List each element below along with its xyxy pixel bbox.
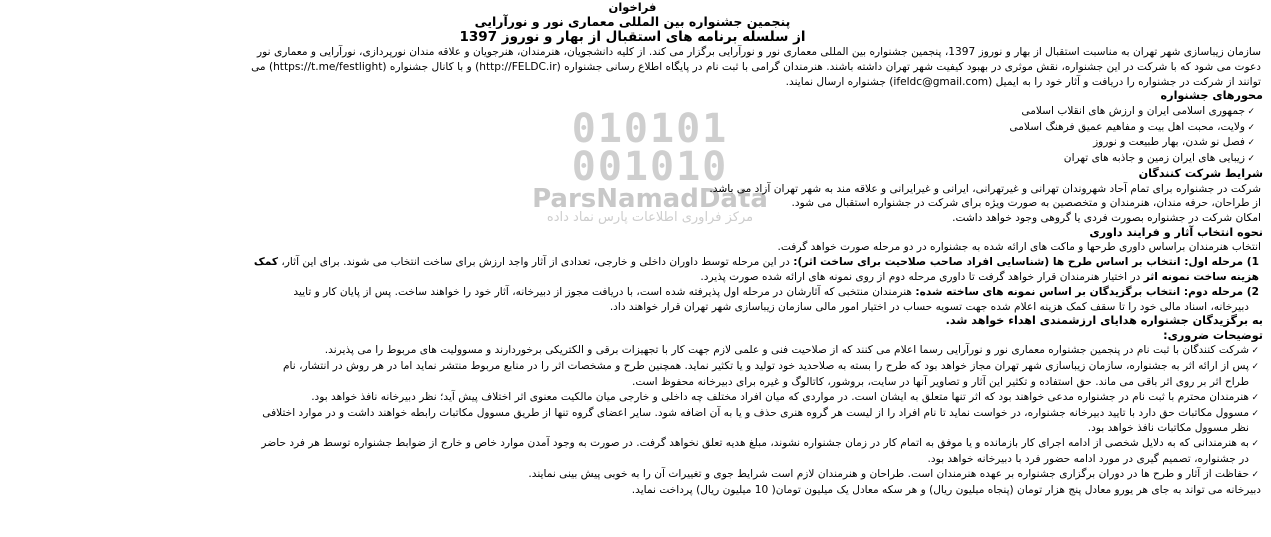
selection-step-1: [0, 255, 1265, 270]
step-1-cost-label: هزینه ساخت نمونه اثر: [1143, 271, 1259, 284]
note-item: ✓ به هنرمندانی که به دلایل شخصی از ادامه اجرای کار بازمانده و یا موفق به اتمام کار در زمان جشنواره نشوند، مبلغ هدیه تعلق نخواهد گرفت. در صورت به وجود آمدن موارد خاص و خارج از ضوابط جشنواره توسط هر فرد حاضر: [0, 436, 1265, 452]
intro-line-1: سازمان زیباسازی شهر تهران به مناسبت استقبال از بهار و نوروز 1397، پنجمین جشنواره بین المللی معماری نور و نورآرایی برگزار می کند. از کلیه دانشجویان، هنرمندان، هنرجویان و علاقه مندان نورپردازی، نورآرایی و معماری نور: [257, 46, 1261, 58]
notes-heading: توضیحات ضروری:: [1163, 328, 1263, 342]
note-item: ✓ حفاظت از آثار و طرح ها در دوران برگزاری جشنواره بر عهده هنرمندان است. طراحان و هنرمندان لازم است شرایط جوی و تغییرات آن را به خوبی پیش بینی نمایند.: [0, 467, 1265, 483]
header-title: پنجمین جشنواره بین المللی معماری نور و نورآرایی: [474, 14, 791, 29]
note-item-continued: طراح اثر بر روی اثر باقی می ماند. حق استفاده و تکثیر این آثار و تصاویر آنها در سایت، بروشور، کاتالوگ و غیره برای دبیرخانه محفوظ است.: [632, 376, 1249, 389]
step-1-cost-text: در اختیار هنرمندان قرار خواهد گرفت تا داوری مرحله دوم از روی نمونه های ارائه شده صورت پذیرد.: [700, 271, 1141, 284]
axes-item: ✓ ولایت، محبت اهل بیت و مفاهیم عمیق فرهنگ اسلامی: [0, 120, 1265, 136]
header-subtitle: از سلسله برنامه های استقبال از بهار و نوروز 1397: [459, 29, 806, 45]
watermark-digits-bottom: 001010: [571, 144, 729, 190]
note-item-continued: در جشنواره، تصمیم گیری در مورد ادامه حضور فرد با دبیرخانه خواهد بود.: [927, 453, 1249, 466]
intro-line-2: دعوت می شود که با شرکت در این جشنواره، نقش موثری در بهبود کیفیت شهر تهران داشته باشند. هنرمندان گرامی با ثبت نام در پایگاه اطلاع رسانی جشنواره (http://FELDC.ir) و با کانال جشنواره (https://t.me/festlight) می: [251, 60, 1261, 73]
prizes-statement: به برگزیدگان جشنواره هدایای ارزشمندی اهداء خواهد شد.: [945, 314, 1263, 328]
axes-item: ✓ زیبایی های ایران زمین و جاذبه های تهران: [0, 151, 1265, 167]
selection-step-1-continued: [0, 270, 1265, 285]
watermark-subtitle: مرکز فراوری اطلاعات پارس نماد داده: [546, 209, 754, 225]
header-label: فراخوان: [608, 0, 657, 14]
step-1-text: در این مرحله توسط داوران داخلی و خارجی، تعدادی از آثار واجد ارزش برای ساخت انتخاب می شوند. برای این آثار،: [281, 256, 790, 269]
note-item: ✓ شرکت کنندگان با ثبت نام در پنجمین جشنواره معماری نور و نورآرایی رسما اعلام می کنند که از صلاحیت فنی و علمی لازم جهت کار با تجهیزات برقی و الکتریکی برخوردارند و مسوولیت های مربوط را می پذیرند.: [0, 343, 1265, 359]
axes-item: ✓ فصل نو شدن، بهار طبیعت و نوروز: [0, 135, 1265, 151]
step-1-bold-end: کمک: [253, 256, 278, 269]
step-1-title: 1) مرحله اول: انتخاب بر اساس طرح ها (شناسایی افراد صاحب صلاحیت برای ساخت اثر):: [793, 256, 1259, 269]
note-item: ✓ پس از ارائه اثر به جشنواره، سازمان زیباسازی شهر تهران مجاز خواهد بود که طرح را بسته به صلاحدید خود تولید و یا تکثیر نماید. همچنین طرح و مشخصات اثر را در منابع مربوط منتشر نماید اما در هر روش در انتشار، نام: [0, 359, 1265, 375]
step-2-text: هنرمندان منتخبی که آثارشان در مرحله اول پذیرفته شده است، با دریافت مجوز از دبیرخانه، آثار خود را خواهند ساخت. پس از پایان کار و تایید: [293, 285, 912, 298]
step-2-title: 2) مرحله دوم: انتخاب برگزیدگان بر اساس نمونه های ساخته شده:: [915, 285, 1259, 298]
selection-step-2: [0, 285, 1265, 300]
selection-step-2-continued: دبیرخانه، اسناد مالی خود را تا سقف کمک هزینه اعلام شده جهت تسویه حساب در اختیار امور مالی سازمان زیباسازی شهر تهران قرار خواهند داد.: [609, 300, 1249, 313]
note-item: ✓ هنرمندان محترم با ثبت نام در جشنواره مدعی خواهند بود که اثر تنها متعلق به ایشان است. در مواردی که میان افراد مختلف چه داخلی و خارجی میان مالکیت معنوی اثر اختلاف پیش آید؛ نظر دبیرخانه نافذ خواهد بود.: [0, 390, 1265, 406]
selection-heading: نحوه انتخاب آثار و فرایند داوری: [1089, 225, 1263, 239]
note-item-continued: نظر مسوول مکاتبات نافذ خواهد بود.: [1087, 422, 1249, 435]
conditions-line: شرکت در جشنواره برای تمام آحاد شهروندان تهرانی و غیرتهرانی، ایرانی و غیرایرانی و علاقه مند به شهر تهران آزاد می باشد.: [709, 182, 1261, 195]
watermark-brand: ParsNamadData: [532, 184, 768, 214]
conditions-line: امکان شرکت در جشنواره بصورت فردی یا گروهی وجود خواهد داشت.: [952, 212, 1261, 225]
conditions-line: از طراحان، حرفه مندان، هنرمندان و متخصصین به صورت ویژه برای شرکت در جشنواره استقبال می شود.: [791, 197, 1261, 210]
selection-intro: انتخاب هنرمندان براساس داوری طرحها و ماکت های ارائه شده به جشنواره در دو مرحله صورت خواهد گرفت.: [777, 241, 1261, 254]
conditions-heading: شرایط شرکت کنندگان: [1138, 167, 1263, 181]
axes-item: ✓ جمهوری اسلامی ایران و ارزش های انقلاب اسلامی: [0, 104, 1265, 120]
notes-final: دبیرخانه می تواند به جای هر یورو معادل پنج هزار تومان (پنجاه میلیون ریال) و هر سکه معادل یک میلیون تومان( 10 میلیون ریال) پرداخت نماید.: [631, 483, 1261, 496]
axes-heading: محورهای جشنواره: [1160, 89, 1263, 103]
note-item: ✓ مسوول مکاتبات حق دارد با تایید دبیرخانه جشنواره، در خواست نماید تا نام افراد را از لیست هر گروه هنری حذف و یا به آن اضافه شود. سایر اعضای گروه تنها از طریق مسوول مکاتبات رابطه خواهند داشت و در موارد اختلافی: [0, 406, 1265, 422]
intro-line-3: توانند از شرکت در جشنواره را دریافت و آثار خود را به ایمیل (ifeldc@gmail.com) جشنواره ارسال نمایند.: [785, 75, 1261, 88]
watermark-digits-top: 010101: [571, 106, 729, 152]
